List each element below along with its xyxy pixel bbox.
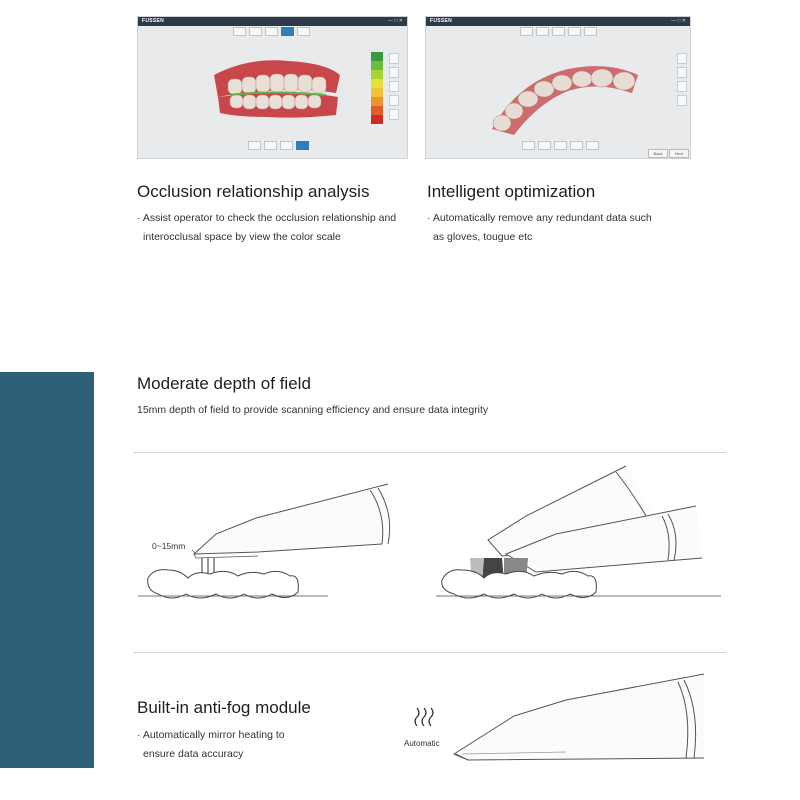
toolbar-button[interactable] — [520, 27, 533, 36]
app-title-bar — [138, 17, 407, 26]
app-brand: FUSSEN — [142, 18, 165, 24]
optimization-bullet-cont: as gloves, tougue etc — [433, 231, 533, 243]
scanner-depth-illustration — [138, 470, 418, 610]
bottom-tool-button[interactable] — [570, 141, 583, 150]
optimization-screenshot — [425, 16, 691, 159]
back-button[interactable]: Back — [648, 149, 668, 158]
antifog-bullet: · Automatically mirror heating to — [137, 729, 285, 741]
occlusion-bullet-cont: interocclusal space by view the color scale — [143, 231, 341, 243]
bottom-tool-button[interactable] — [264, 141, 277, 150]
side-tool-button[interactable] — [677, 95, 687, 106]
toolbar-button[interactable] — [233, 27, 246, 36]
optimization-title: Intelligent optimization — [427, 182, 596, 201]
bottom-tool-button[interactable] — [522, 141, 535, 150]
decorative-side-band — [0, 372, 94, 768]
toolbar-button[interactable] — [297, 27, 310, 36]
side-tool-button[interactable] — [389, 53, 399, 64]
toolbar-button-active[interactable] — [281, 27, 294, 36]
side-tool-button[interactable] — [677, 67, 687, 78]
side-tool-button[interactable] — [389, 109, 399, 120]
bottom-tool-button-active[interactable] — [296, 141, 309, 150]
depth-range-label: 0~15mm — [152, 541, 186, 551]
antifog-title: Built-in anti-fog module — [137, 698, 311, 717]
app-title-bar — [426, 17, 690, 26]
toolbar-button[interactable] — [568, 27, 581, 36]
section-divider — [133, 452, 726, 453]
bottom-tool-button[interactable] — [586, 141, 599, 150]
antifog-bullet-cont: ensure data accuracy — [143, 748, 244, 760]
occlusion-analysis-screenshot — [137, 16, 408, 159]
depth-subtitle: 15mm depth of field to provide scanning efficiency and ensure data integrity — [137, 404, 489, 416]
side-tool-button[interactable] — [389, 81, 399, 92]
heat-steam-icon — [412, 706, 436, 728]
app-brand: FUSSEN — [430, 18, 453, 24]
occlusion-3d-model — [208, 53, 348, 123]
side-tool-button[interactable] — [389, 95, 399, 106]
occlusion-title: Occlusion relationship analysis — [137, 182, 370, 201]
section-divider — [133, 652, 726, 653]
window-controls[interactable]: — □ ✕ — [388, 18, 403, 24]
side-tool-button[interactable] — [389, 67, 399, 78]
bottom-tool-button[interactable] — [538, 141, 551, 150]
depth-title: Moderate depth of field — [137, 374, 311, 393]
toolbar-button[interactable] — [536, 27, 549, 36]
bottom-tool-button[interactable] — [248, 141, 261, 150]
side-tool-button[interactable] — [677, 81, 687, 92]
occlusion-color-scale — [371, 52, 383, 124]
toolbar-button[interactable] — [584, 27, 597, 36]
scanner-tilt-illustration — [436, 462, 726, 612]
next-button[interactable]: Next — [669, 149, 689, 158]
window-controls[interactable]: — □ ✕ — [671, 18, 686, 24]
occlusion-bullet: · Assist operator to check the occlusion relationship and — [137, 212, 397, 224]
optimization-bullet: · Automatically remove any redundant data such — [427, 212, 652, 224]
bottom-tool-button[interactable] — [280, 141, 293, 150]
automatic-label: Automatic — [404, 739, 440, 748]
bottom-tool-button[interactable] — [554, 141, 567, 150]
toolbar-button[interactable] — [265, 27, 278, 36]
side-tool-button[interactable] — [677, 53, 687, 64]
scanner-antifog-illustration — [448, 666, 706, 770]
arch-3d-model — [488, 53, 648, 139]
toolbar-button[interactable] — [552, 27, 565, 36]
toolbar-button[interactable] — [249, 27, 262, 36]
